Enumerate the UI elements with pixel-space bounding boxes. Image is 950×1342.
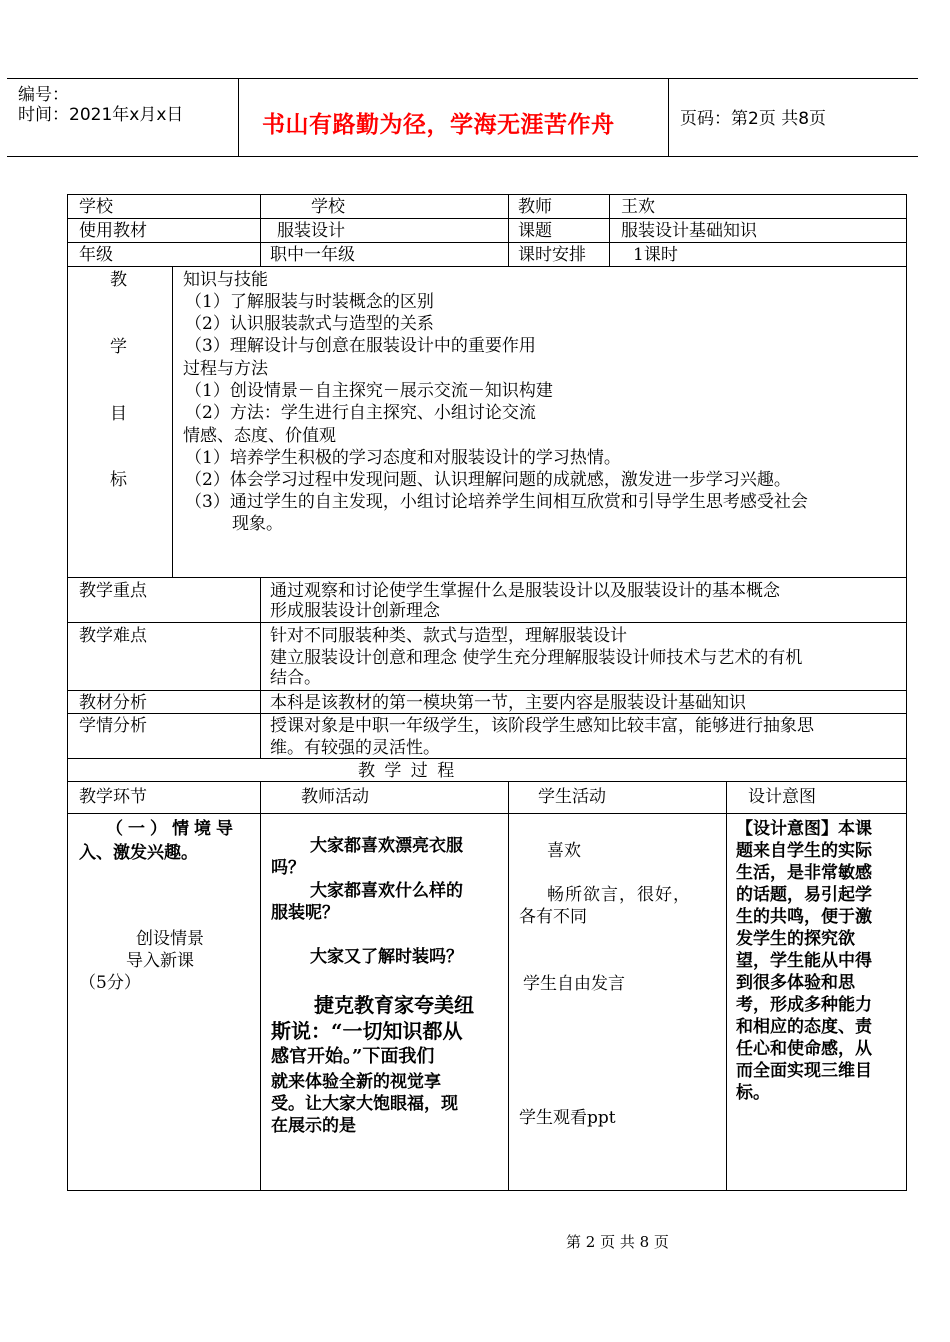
teacher-value: 王欢 xyxy=(621,197,655,217)
goals-line: 过程与方法 xyxy=(183,359,268,379)
material-analysis-label: 教材分析 xyxy=(79,693,147,713)
grade-value: 职中一年级 xyxy=(270,245,355,265)
table-col-rule xyxy=(508,194,509,266)
teacher-question: 吗？ xyxy=(271,858,305,878)
goals-label-char: 标 xyxy=(110,470,127,490)
intent-line: 标。 xyxy=(736,1083,770,1103)
teacher-question: 服装呢？ xyxy=(271,903,339,923)
teacher-tail-line: 受。让大家大饱眼福，现 xyxy=(271,1094,458,1114)
process-header-student: 学生活动 xyxy=(538,787,606,807)
table-rule xyxy=(67,813,907,814)
student-activity: 学生观看ppt xyxy=(519,1108,616,1128)
stage-title-line: （一）情境导 xyxy=(106,819,238,839)
table-col-rule xyxy=(508,781,509,1191)
material-analysis-text: 本科是该教材的第一模块第一节，主要内容是服装设计基础知识 xyxy=(270,693,746,713)
intent-line: 而全面实现三维目 xyxy=(736,1061,872,1081)
goals-line: （1）创设情景－自主探究－展示交流－知识构建 xyxy=(185,381,553,401)
table-col-rule xyxy=(260,194,261,266)
stage-title-line: 入、激发兴趣。 xyxy=(79,843,198,863)
design-intent xyxy=(736,818,872,1104)
table-rule xyxy=(67,781,907,782)
page-info: 页码：第2页 共8页 xyxy=(680,109,827,129)
student-activity: 畅所欲言，很好， xyxy=(547,885,691,905)
footer-page: 第 2 页 共 8 页 xyxy=(566,1233,669,1251)
table-rule xyxy=(67,266,907,267)
teacher-tail-line: 就来体验全新的视觉享 xyxy=(271,1072,441,1092)
teacher-quote-line: 感官开始。”下面我们 xyxy=(271,1046,435,1067)
serial-label: 编号： xyxy=(18,85,69,105)
student-activity: 喜欢 xyxy=(547,841,581,861)
time-label: 时间：2021年x月x日 xyxy=(18,105,184,125)
intent-line: 题来自学生的实际 xyxy=(736,841,872,861)
goals-line: （2）方法：学生进行自主探究、小组讨论交流 xyxy=(185,403,536,423)
teacher-quote-line: 斯说：“一切知识都从 xyxy=(271,1019,463,1043)
student-activity: 各有不同 xyxy=(519,907,587,927)
table-rule xyxy=(67,218,907,219)
table-col-rule xyxy=(726,781,727,1191)
key-points-label: 教学重点 xyxy=(79,581,147,601)
difficulties-line: 结合。 xyxy=(270,668,321,688)
header-divider xyxy=(668,78,669,157)
table-rule xyxy=(67,1190,907,1191)
process-header-stage: 教学环节 xyxy=(79,787,147,807)
table-rule xyxy=(67,577,907,578)
table-rule xyxy=(67,194,907,195)
intent-line: 的话题，易引起学 xyxy=(736,885,872,905)
table-col-rule xyxy=(260,781,261,1191)
motto: 书山有路勤为径，学海无涯苦作舟 xyxy=(262,111,615,138)
intent-line: 生活，是非常敏感 xyxy=(736,863,872,883)
difficulties-line: 建立服装设计创意和理念 使学生充分理解服装设计师技术与艺术的有机 xyxy=(270,648,803,668)
process-title: 教 学 过 程 xyxy=(358,761,457,781)
table-col-rule xyxy=(609,194,610,266)
student-analysis-line: 维。有较强的灵活性。 xyxy=(270,738,440,758)
goals-line: （2）体会学习过程中发现问题、认识理解问题的成就感，激发进一步学习兴趣。 xyxy=(185,470,791,490)
goals-line: 现象。 xyxy=(232,514,283,534)
teacher-question: 大家都喜欢什么样的 xyxy=(310,881,463,901)
table-col-rule xyxy=(260,577,261,758)
header-bottom-rule xyxy=(7,156,918,157)
goals-line: （3）理解设计与创意在服装设计中的重要作用 xyxy=(185,336,536,356)
student-activity: 学生自由发言 xyxy=(523,974,625,994)
student-analysis-label: 学情分析 xyxy=(79,716,147,736)
schedule-value: 1课时 xyxy=(633,245,678,265)
difficulties-line: 针对不同服装种类、款式与造型，理解服装设计 xyxy=(270,626,627,646)
material-label: 使用教材 xyxy=(79,221,147,241)
table-border-left xyxy=(67,194,68,1191)
school-label: 学校 xyxy=(79,197,113,217)
intent-line: 考，形成多种能力 xyxy=(736,995,872,1015)
difficulties-label: 教学难点 xyxy=(79,626,147,646)
teacher-tail-line: 在展示的是 xyxy=(271,1116,356,1136)
table-rule xyxy=(67,690,907,691)
teacher-question: 大家都喜欢漂亮衣服 xyxy=(310,836,463,856)
material-value: 服装设计 xyxy=(277,221,345,241)
key-points-line: 形成服装设计创新理念 xyxy=(270,601,440,621)
intent-line: 任心和使命感，从 xyxy=(736,1039,872,1059)
process-header-teacher: 教师活动 xyxy=(301,787,369,807)
topic-label: 课题 xyxy=(518,221,552,241)
header-divider xyxy=(238,78,239,157)
intent-line: 和相应的态度、责 xyxy=(736,1017,872,1037)
student-analysis-line: 授课对象是中职一年级学生，该阶段学生感知比较丰富，能够进行抽象思 xyxy=(270,716,814,736)
goals-line: （1）培养学生积极的学习态度和对服装设计的学习热情。 xyxy=(185,448,621,468)
goals-label-char: 目 xyxy=(110,404,127,424)
process-header-intent: 设计意图 xyxy=(748,787,816,807)
goals-label-char: 学 xyxy=(110,337,127,357)
teacher-label: 教师 xyxy=(518,197,552,217)
intent-line: 生的共鸣，便于激 xyxy=(736,907,872,927)
stage-sub-line: （5分） xyxy=(79,973,141,993)
table-rule xyxy=(67,622,907,623)
goals-line: 情感、态度、价值观 xyxy=(183,426,336,446)
intent-line: 发学生的探究欲 xyxy=(736,929,855,949)
goals-line: （1）了解服装与时装概念的区别 xyxy=(185,292,434,312)
schedule-label: 课时安排 xyxy=(518,245,586,265)
intent-line: 到很多体验和思 xyxy=(736,973,855,993)
table-rule xyxy=(67,758,907,759)
table-rule xyxy=(67,242,907,243)
table-border-right xyxy=(906,194,907,1191)
key-points-line: 通过观察和讨论使学生掌握什么是服装设计以及服装设计的基本概念 xyxy=(270,581,780,601)
stage-sub-line: 创设情景 xyxy=(136,929,204,949)
grade-label: 年级 xyxy=(79,245,113,265)
intent-line: 望，学生能从中得 xyxy=(736,951,872,971)
teacher-question: 大家又了解时装吗？ xyxy=(310,947,463,967)
school-value: 学校 xyxy=(311,197,345,217)
table-col-rule xyxy=(172,266,173,577)
topic-value: 服装设计基础知识 xyxy=(621,221,757,241)
goals-line: （2）认识服装款式与造型的关系 xyxy=(185,314,434,334)
header-top-rule xyxy=(7,78,918,79)
teacher-quote-line: 捷克教育家夸美纽 xyxy=(314,993,474,1017)
intent-line: 【设计意图】本课 xyxy=(736,819,872,839)
goals-label-char: 教 xyxy=(110,270,127,290)
stage-sub-line: 导入新课 xyxy=(126,951,194,971)
goals-line: （3）通过学生的自主发现，小组讨论培养学生间相互欣赏和引导学生思考感受社会 xyxy=(185,492,808,512)
goals-line: 知识与技能 xyxy=(183,270,268,290)
